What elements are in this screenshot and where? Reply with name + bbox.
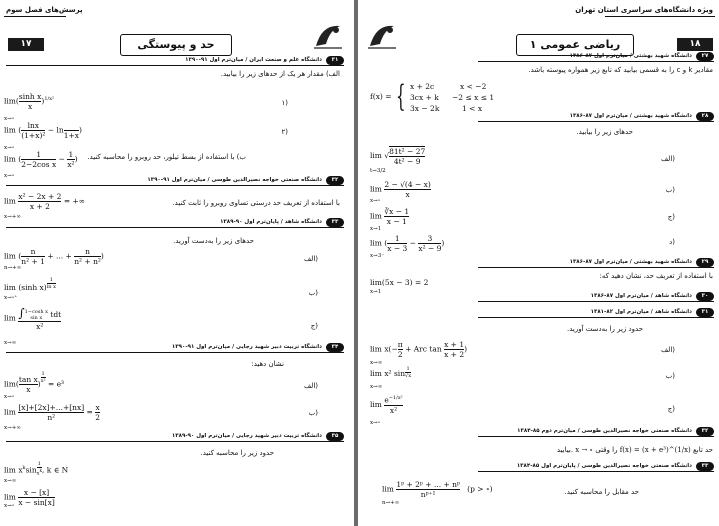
question-text: الف) مقدار هر یک از حدهای زیر را بیابید. — [220, 70, 340, 78]
question-header: دانشگاه شهید بهشتی / میان‌ترم اول ۸۷-۱۳۸۶ ۲۷ — [478, 52, 714, 62]
item-label: ب) — [308, 289, 318, 297]
item-label: الف) — [660, 346, 675, 354]
item-label: الف) — [660, 155, 675, 163]
limit-expression: lim(5x − 3) = 2 — [370, 278, 429, 287]
question-header: دانشگاه شاهد / پایان‌ترم اول ۹۰-۱۳۸۹ ۳۳ — [6, 218, 344, 228]
limit-expression: lim ( $\frac{1}{\text{2−2cos x}}$ − $\frac{1}{\text{x²}}$ ) — [4, 150, 78, 169]
question-header: دانشگاه صنعتی خواجه نصیرالدین طوسی / میان‌ترم دوم ۸۵-۱۳۸۴ ۳۲ — [478, 427, 714, 437]
item-label: ب) — [665, 186, 675, 194]
limit-expression: lim( $\frac{\text{tan x}}{x}$ ) $\frac{1}{\text{x²}}$ = e³ — [4, 371, 65, 394]
limit-expression: lim $\frac{e^{-1/x^2}}{\text{x²}}$ — [370, 395, 403, 415]
item-label: ب) — [665, 372, 675, 380]
limit-expression: $\lim x^k\sin$ $\frac{1}{x^k}$ , k ∈ N — [4, 461, 69, 477]
divider — [605, 16, 715, 17]
limit-expression: lim ( $\frac{1}{x - 3}$ − $\frac{3}{\text{x² − 9}}$ ) — [370, 234, 445, 253]
question-header: دانشگاه علم و صنعت ایران / میان‌ترم اول ۹۱-۱۳۹۰ ۳۱ — [6, 56, 344, 66]
limit-expression: lim $\frac{∛x - 1}{x - 1}$ — [370, 207, 410, 226]
running-header: ویژه دانشگاه‌های سراسری استان تهران — [575, 6, 713, 14]
question-header: دانشگاه شاهد / میان‌ترم اول ۸۷-۱۳۸۶ ۳۰ — [478, 292, 714, 302]
item-label: ۱) — [281, 99, 288, 107]
question-header: دانشگاه تربیت دبیر شهید رجایی / میان‌ترم اول ۹۱-۱۳۹۰ ۳۴ — [6, 343, 344, 353]
question-header: دانشگاه شهید بهشتی / میان‌ترم اول ۸۷-۱۳۸۶ ۲۹ — [478, 258, 714, 268]
limit-expression: lim $\frac{[x]+[2x]+...+[nx]}{\text{n²}}$ = $\frac{x}{2}$ — [4, 403, 101, 422]
item-label: الف) — [303, 382, 318, 390]
page-number: ۱۷ — [8, 38, 44, 51]
limit-expression: lim $\frac{\text{x² − 2x + 2}}{x + 2}$ = +∞ — [4, 192, 86, 211]
item-label: ج) — [310, 322, 318, 330]
question-text: نشان دهید: — [251, 360, 284, 368]
question-text: مقادیر k و c را به قسمی بیابید که تابع زیر همواره پیوسته باشد. — [528, 66, 713, 74]
question-header: دانشگاه صنعتی خواجه نصیرالدین طوسی / پایان‌ترم اول ۸۵-۱۳۸۴ ۳۳ — [478, 462, 714, 472]
item-label: ج) — [667, 405, 675, 413]
limit-expression: lim $\frac{x - [x]}{x - \sin[x]}$ — [4, 488, 55, 507]
publisher-logo-icon — [312, 20, 344, 50]
question-text: با استفاده از تعریف حد درستی تساوی روبرو را ثابت کنید. — [172, 199, 340, 207]
question-text: با استفاده از تعریف حد، نشان دهید که: — [599, 272, 713, 280]
item-label: الف) — [303, 255, 318, 263]
running-header: پرسش‌های فصل سوم — [6, 6, 83, 14]
question-text: حد مقابل را محاسبه کنید. — [564, 488, 639, 496]
publisher-logo-icon — [366, 20, 398, 50]
question-text: بیابید. x → ∘ را وقتی f(x) = (x + e³)^(1/x) حد تابع — [556, 446, 713, 454]
limit-expression: lim ( $\frac{n}{\text{n² + 1}}$ + ... + $\frac{n}{\text{n² + n²}}$ ) — [4, 247, 104, 266]
limit-expression: lim x(− $\frac{\pi}{2}$ + Arc tan $\frac{x + 1}{x + 2}$ ) — [370, 340, 468, 359]
question-text: حدهای زیر را به‌دست آورید. — [173, 237, 254, 245]
item-label: د) — [669, 238, 675, 246]
question-text: حدود زیر را به‌دست آورید. — [566, 325, 643, 333]
item-label: ج) — [667, 213, 675, 221]
left-page: پرسش‌های فصل سوم ۱۷ حد و پیوستگی دانشگاه علم و صنعت ایران / میان‌ترم اول ۹۱-۱۳۹۰ ۳۱ الف) مقدار هر یک از حدهای زیر را بیابید. lim( $\frac{\text{sinh x}}{x}$ )$^{1/x^2}$ x→∘ ۱) lim ( $\frac{\ln x}{\text{(1+x)²}}$ − ln 1+x ) x→∘ ۲) lim ( $\frac{1}{\text{2−2cos x}}$ − $\frac{1}{\text{x²}}$ ) x→∘ ب) با استفاده از بسط تیلور، حد روبرو را محاسبه کنید. دانشگاه صنعتی خواجه نصیرالدین طوسی / میان‌ترم اول ۹۱-۱۳۹۰ ۳۲ با استفاده از تعریف حد درستی تساوی روبرو را ثابت کنید. lim $\frac{\text{x² − 2x + 2}}{x + 2}$ = +∞ x→+∞ دانشگاه شاهد / پایان‌ترم اول ۹۰-۱۳۸۹ ۳۳ حدهای زیر را به‌دست آورید. lim ( $\frac{n}{\text{n² + 1}}$ + ... + $\frac{n}{\text{n² + n²}}$ ) n→+∞ الف) lim (sinh x) $\frac{1}{\text{ln x}}$ x→∘⁺ ب) lim ∫ 1−cosh x sin x tdt x² x→∞ ج) دانشگاه تربیت دبیر شهید رجایی / میان‌ترم اول ۹۱-۱۳۹۰ ۳۴ نشان دهید: lim( $\frac{\text{tan x}}{x}$ ) $\frac{1}{\text{x²}}$ = e³ x→∘ الف) lim $\frac{[x]+[2x]+...+[nx]}{\text{n²}}$ = $\frac{x}{2}$ x→+∞ ب) دانشگاه تربیت دبیر شهید رجایی / میان‌ترم اول ۹۰-۱۳۸۹ ۳۵ حدود زیر را محاسبه کنید. $\lim x^k\sin$ $\frac{1}{x^k}$ , k ∈ N x→∞ lim $\frac{x - [x]}{x - \sin[x]}$ x→∘ — [0, 0, 354, 526]
limit-expression: lim ( $\frac{\ln x}{\text{(1+x)²}}$ − ln 1+x ) — [4, 121, 82, 140]
question-header: دانشگاه تربیت دبیر شهید رجایی / میان‌ترم اول ۹۰-۱۳۸۹ ۳۵ — [6, 432, 344, 442]
page-number: ۱۸ — [677, 38, 713, 51]
limit-expression: lim x² sin $\frac{1}{√x}$ — [370, 366, 412, 379]
limit-expression: lim $\frac{\text{1ᵖ + 2ᵖ + ... + nᵖ}}{\text{nᵖ⁺¹}}$ (p > ∘) — [382, 480, 493, 499]
divider — [4, 16, 66, 17]
limit-expression: lim ∫ 1−cosh x sin x tdt x² — [4, 306, 62, 331]
item-label: ب) — [308, 409, 318, 417]
question-text: حدهای زیر را بیابید. — [576, 128, 633, 136]
question-text: ب) با استفاده از بسط تیلور، حد روبرو را محاسبه کنید. — [87, 153, 246, 161]
question-header: دانشگاه شاهد / میان‌ترم اول ۸۲-۱۳۸۱ ۳۱ — [478, 308, 714, 318]
right-page: ویژه دانشگاه‌های سراسری استان تهران ۱۸ ریاضی عمومی ۱ دانشگاه شهید بهشتی / میان‌ترم اول ۸۷-۱۳۸۶ ۲۷ مقادیر k و c را به قسمی بیابید که تابع زیر همواره پیوسته باشد. f(x) = { x + 2c x < −2 3cx + k −2 ≤ x ≤ 1 3x − 2k 1 < x دانشگاه شهید بهشتی / میان‌ترم اول ۸۷-۱۳۸۶ ۲۸ حدهای زیر را بیابید. lim √ $\frac{\text{81t² − 27}}{\text{4t² − 9}}$ t→3/2 الف) lim $\frac{2 - √(4 - x)}{x}$ x→∘ ب) lim $\frac{∛x - 1}{x - 1}$ x→1 ج) lim ( $\frac{1}{x - 3}$ − $\frac{3}{\text{x² − 9}}$ ) x→3⁻ د) دانشگاه شهید بهشتی / میان‌ترم اول ۸۷-۱۳۸۶ ۲۹ با استفاده از تعریف حد، نشان دهید که: lim(5x − 3) = 2 x→1 دانشگاه شاهد / میان‌ترم اول ۸۷-۱۳۸۶ ۳۰ دانشگاه شاهد / میان‌ترم اول ۸۲-۱۳۸۱ ۳۱ حدود زیر را به‌دست آورید. lim x(− $\frac{\pi}{2}$ + Arc tan $\frac{x + 1}{x + 2}$ ) x→∞ الف) lim x² sin $\frac{1}{√x}$ x→∞ ب) lim $\frac{e^{-1/x^2}}{\text{x²}}$ x→∘ ج) دانشگاه صنعتی خواجه نصیرالدین طوسی / میان‌ترم دوم ۸۵-۱۳۸۴ ۳۲ بیابید. x → ∘ را وقتی f(x) = (x + e³)^(1/x) حد تابع دانشگاه صنعتی خواجه نصیرالدین طوسی / پایان‌ترم اول ۸۵-۱۳۸۴ ۳۳ حد مقابل را محاسبه کنید. lim $\frac{\text{1ᵖ + 2ᵖ + ... + nᵖ}}{\text{nᵖ⁺¹}}$ (p > ∘) n→+∞ — [358, 0, 719, 526]
question-header: دانشگاه صنعتی خواجه نصیرالدین طوسی / میان‌ترم اول ۹۱-۱۳۹۰ ۳۲ — [6, 176, 344, 186]
limit-expression: lim $\frac{2 - √(4 - x)}{x}$ — [370, 180, 431, 199]
page-title: ریاضی عمومی ۱ — [516, 34, 634, 56]
question-header: دانشگاه شهید بهشتی / میان‌ترم اول ۸۷-۱۳۸۶ ۲۸ — [478, 112, 714, 122]
limit-expression: lim( $\frac{\text{sinh x}}{x}$ )$^{1/x^2}$ — [4, 92, 55, 111]
item-label: ۲) — [281, 128, 288, 136]
page-title: حد و پیوستگی — [120, 34, 232, 56]
limit-expression: lim √ $\frac{\text{81t² − 27}}{\text{4t² − 9}}$ — [370, 147, 426, 166]
limit-expression: lim (sinh x) $\frac{1}{\text{ln x}}$ — [4, 277, 56, 292]
question-text: حدود زیر را محاسبه کنید. — [200, 449, 274, 457]
